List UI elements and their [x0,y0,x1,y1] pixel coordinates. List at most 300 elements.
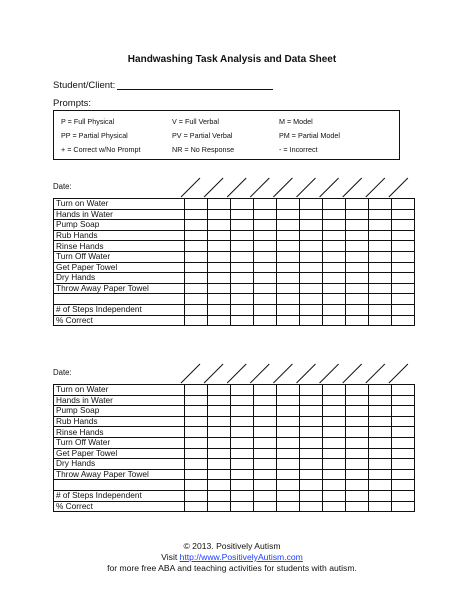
data-cell[interactable] [369,459,392,470]
data-cell[interactable] [185,395,208,406]
data-cell[interactable] [254,241,277,252]
data-cell[interactable] [369,416,392,427]
data-cell[interactable] [392,262,415,273]
data-cell[interactable] [254,251,277,262]
date-slant-line[interactable] [227,178,246,197]
step-label: Throw Away Paper Towel [54,283,185,294]
data-cell[interactable] [231,501,254,512]
data-cell[interactable] [185,304,208,315]
data-cell[interactable] [346,230,369,241]
data-cell[interactable] [254,315,277,326]
data-cell[interactable] [208,437,231,448]
data-cell[interactable] [392,480,415,491]
data-cell[interactable] [346,437,369,448]
data-cell[interactable] [277,230,300,241]
data-cell[interactable] [346,416,369,427]
data-cell[interactable] [346,304,369,315]
data-cell[interactable] [277,294,300,305]
data-cell[interactable] [369,241,392,252]
data-cell[interactable] [300,304,323,315]
data-cell[interactable] [277,220,300,231]
data-cell[interactable] [300,199,323,210]
data-cell[interactable] [208,469,231,480]
data-cell[interactable] [277,416,300,427]
step-label: # of Steps Independent [54,490,185,501]
data-cell[interactable] [323,273,346,284]
data-cell[interactable] [392,437,415,448]
data-cell[interactable] [300,427,323,438]
data-cell[interactable] [369,199,392,210]
data-cell[interactable] [300,459,323,470]
data-cell[interactable] [185,501,208,512]
data-cell[interactable] [254,395,277,406]
table-row [54,459,415,470]
step-label: Dry Hands [54,273,185,284]
data-cell[interactable] [346,209,369,220]
data-cell[interactable] [346,294,369,305]
data-cell[interactable] [254,469,277,480]
step-label: Rinse Hands [54,427,185,438]
data-cell[interactable] [254,230,277,241]
date-header-slants-2 [180,362,414,384]
data-cell[interactable] [208,480,231,491]
data-cell[interactable] [392,209,415,220]
data-cell[interactable] [231,283,254,294]
student-client-field[interactable] [117,89,273,90]
data-cell[interactable] [231,230,254,241]
prompts-label: Prompts: [53,98,92,109]
data-cell[interactable] [346,469,369,480]
data-cell[interactable] [369,395,392,406]
data-cell[interactable] [277,501,300,512]
data-cell[interactable] [185,251,208,262]
table-row [54,230,415,241]
data-cell[interactable] [208,427,231,438]
table-row [54,283,415,294]
data-cell[interactable] [323,416,346,427]
data-cell[interactable] [346,273,369,284]
data-cell[interactable] [254,199,277,210]
data-cell[interactable] [231,273,254,284]
data-cell[interactable] [231,385,254,396]
data-cell[interactable] [277,395,300,406]
data-cell[interactable] [392,241,415,252]
data-cell[interactable] [277,315,300,326]
data-cell[interactable] [346,315,369,326]
data-cell[interactable] [346,395,369,406]
data-cell[interactable] [254,385,277,396]
date-slant-line[interactable] [297,364,316,383]
data-cell[interactable] [346,427,369,438]
step-label: Rub Hands [54,416,185,427]
data-cell[interactable] [277,273,300,284]
data-cell[interactable] [392,427,415,438]
data-cell[interactable] [323,199,346,210]
step-label: Throw Away Paper Towel [54,469,185,480]
data-cell[interactable] [346,448,369,459]
data-cell[interactable] [369,469,392,480]
data-cell[interactable] [254,220,277,231]
data-cell[interactable] [185,241,208,252]
date-slant-line[interactable] [181,178,200,197]
data-cell[interactable] [231,480,254,491]
data-cell[interactable] [231,395,254,406]
step-label: Rub Hands [54,230,185,241]
data-cell[interactable] [254,209,277,220]
date-slant-line[interactable] [204,178,223,197]
data-cell[interactable] [369,220,392,231]
date-label-1: Date: [53,182,72,191]
data-cell[interactable] [208,406,231,417]
data-cell[interactable] [346,199,369,210]
data-cell[interactable] [254,262,277,273]
data-cell[interactable] [254,406,277,417]
date-slant-line[interactable] [250,178,269,197]
data-cell[interactable] [208,199,231,210]
date-slant-line[interactable] [250,364,269,383]
data-cell[interactable] [323,406,346,417]
data-cell[interactable] [300,448,323,459]
data-cell[interactable] [323,448,346,459]
data-cell[interactable] [185,273,208,284]
step-label: Pump Soap [54,220,185,231]
data-cell[interactable] [185,315,208,326]
data-cell[interactable] [392,490,415,501]
data-cell[interactable] [231,459,254,470]
data-cell[interactable] [300,251,323,262]
data-cell[interactable] [208,416,231,427]
data-cell[interactable] [323,262,346,273]
data-cell[interactable] [277,427,300,438]
data-cell[interactable] [323,220,346,231]
date-slant-line[interactable] [389,364,408,383]
data-cell[interactable] [300,406,323,417]
data-cell[interactable] [208,304,231,315]
data-cell[interactable] [254,490,277,501]
data-cell[interactable] [346,283,369,294]
data-cell[interactable] [323,501,346,512]
data-cell[interactable] [300,437,323,448]
data-cell[interactable] [185,406,208,417]
date-slant-line[interactable] [366,178,385,197]
data-cell[interactable] [277,251,300,262]
data-cell[interactable] [185,469,208,480]
data-cell[interactable] [323,251,346,262]
data-cell[interactable] [346,241,369,252]
data-cell[interactable] [300,490,323,501]
data-cell[interactable] [300,230,323,241]
footer-visit-prefix: Visit [161,552,180,562]
data-cell[interactable] [300,501,323,512]
data-cell[interactable] [369,209,392,220]
data-cell[interactable] [254,294,277,305]
data-cell[interactable] [277,304,300,315]
data-cell[interactable] [185,230,208,241]
data-cell[interactable] [231,294,254,305]
data-cell[interactable] [300,241,323,252]
data-grid-1 [53,198,415,326]
date-slant-line[interactable] [343,364,362,383]
table-row [54,385,415,396]
data-cell[interactable] [208,283,231,294]
data-cell[interactable] [323,209,346,220]
data-cell[interactable] [323,315,346,326]
data-cell[interactable] [369,283,392,294]
data-cell[interactable] [231,199,254,210]
date-label-2: Date: [53,368,72,377]
data-cell[interactable] [185,480,208,491]
data-cell[interactable] [392,469,415,480]
data-cell[interactable] [208,262,231,273]
data-cell[interactable] [392,395,415,406]
date-slant-line[interactable] [320,178,339,197]
data-cell[interactable] [369,437,392,448]
data-cell[interactable] [277,459,300,470]
data-cell[interactable] [300,385,323,396]
data-cell[interactable] [185,283,208,294]
data-cell[interactable] [231,251,254,262]
data-cell[interactable] [392,459,415,470]
data-grid-2 [53,384,415,512]
data-cell[interactable] [277,448,300,459]
date-slant-line[interactable] [389,178,408,197]
footer-visit [0,552,464,563]
data-cell[interactable] [346,501,369,512]
data-cell[interactable] [392,273,415,284]
data-cell[interactable] [231,262,254,273]
date-slant-line[interactable] [320,364,339,383]
data-cell[interactable] [323,294,346,305]
data-cell[interactable] [323,230,346,241]
data-cell[interactable] [277,469,300,480]
data-cell[interactable] [208,273,231,284]
date-slant-line[interactable] [366,364,385,383]
data-cell[interactable] [208,241,231,252]
data-cell[interactable] [300,480,323,491]
data-cell[interactable] [346,459,369,470]
data-cell[interactable] [185,459,208,470]
data-cell[interactable] [300,469,323,480]
step-label: Hands in Water [54,209,185,220]
data-cell[interactable] [254,480,277,491]
data-cell[interactable] [392,385,415,396]
table-row [54,304,415,315]
data-cell[interactable] [185,490,208,501]
data-cell[interactable] [300,273,323,284]
data-cell[interactable] [231,241,254,252]
data-cell[interactable] [323,427,346,438]
data-cell[interactable] [323,241,346,252]
data-cell[interactable] [392,251,415,262]
step-label: Turn Off Water [54,251,185,262]
data-cell[interactable] [231,427,254,438]
data-cell[interactable] [369,501,392,512]
data-cell[interactable] [208,385,231,396]
data-cell[interactable] [254,416,277,427]
data-cell[interactable] [231,304,254,315]
data-cell[interactable] [323,437,346,448]
data-cell[interactable] [254,283,277,294]
data-cell[interactable] [369,251,392,262]
data-cell[interactable] [346,220,369,231]
data-cell[interactable] [208,501,231,512]
date-slant-line[interactable] [227,364,246,383]
data-cell[interactable] [369,262,392,273]
data-cell[interactable] [392,283,415,294]
data-cell[interactable] [231,448,254,459]
data-cell[interactable] [208,459,231,470]
data-cell[interactable] [254,448,277,459]
data-cell[interactable] [300,262,323,273]
data-cell[interactable] [323,490,346,501]
data-cell[interactable] [369,406,392,417]
data-cell[interactable] [254,304,277,315]
data-cell[interactable] [392,199,415,210]
data-cell[interactable] [231,209,254,220]
data-cell[interactable] [277,437,300,448]
data-cell[interactable] [300,294,323,305]
date-slant-line[interactable] [297,178,316,197]
data-cell[interactable] [323,304,346,315]
data-cell[interactable] [208,209,231,220]
data-cell[interactable] [254,273,277,284]
date-slant-line[interactable] [204,364,223,383]
table-row [54,273,415,284]
data-cell[interactable] [231,437,254,448]
step-label: % Correct [54,315,185,326]
data-cell[interactable] [277,262,300,273]
data-cell[interactable] [185,385,208,396]
data-cell[interactable] [300,283,323,294]
data-cell[interactable] [231,416,254,427]
step-label: Turn on Water [54,385,185,396]
data-cell[interactable] [208,490,231,501]
data-cell[interactable] [300,416,323,427]
data-cell[interactable] [369,427,392,438]
data-cell[interactable] [231,490,254,501]
data-cell[interactable] [300,395,323,406]
data-cell[interactable] [392,230,415,241]
data-cell[interactable] [277,209,300,220]
data-cell[interactable] [369,230,392,241]
data-cell[interactable] [369,385,392,396]
data-cell[interactable] [392,406,415,417]
data-cell[interactable] [208,251,231,262]
data-cell[interactable] [346,406,369,417]
website-link[interactable]: http://www.PositivelyAutism.com [179,552,303,562]
data-cell[interactable] [346,251,369,262]
table-row [54,448,415,459]
table-row [54,490,415,501]
data-cell[interactable] [208,315,231,326]
data-cell[interactable] [392,315,415,326]
data-cell[interactable] [392,501,415,512]
data-cell[interactable] [346,480,369,491]
data-cell[interactable] [300,209,323,220]
data-cell[interactable] [323,480,346,491]
date-slant-line[interactable] [343,178,362,197]
data-cell[interactable] [208,395,231,406]
data-cell[interactable] [323,283,346,294]
data-cell[interactable] [231,406,254,417]
data-cell[interactable] [369,490,392,501]
data-cell[interactable] [346,385,369,396]
data-cell[interactable] [369,294,392,305]
data-cell[interactable] [185,294,208,305]
data-cell[interactable] [323,385,346,396]
data-cell[interactable] [369,315,392,326]
data-cell[interactable] [392,416,415,427]
data-cell[interactable] [369,480,392,491]
data-cell[interactable] [323,395,346,406]
data-cell[interactable] [277,199,300,210]
data-cell[interactable] [300,315,323,326]
date-slant-line[interactable] [273,178,292,197]
data-cell[interactable] [254,459,277,470]
data-cell[interactable] [277,490,300,501]
data-cell[interactable] [185,448,208,459]
data-cell[interactable] [392,220,415,231]
data-cell[interactable] [277,406,300,417]
data-cell[interactable] [300,220,323,231]
date-slant-line[interactable] [273,364,292,383]
data-cell[interactable] [277,385,300,396]
data-cell[interactable] [277,283,300,294]
data-cell[interactable] [254,427,277,438]
data-cell[interactable] [369,448,392,459]
data-cell[interactable] [185,220,208,231]
data-cell[interactable] [208,220,231,231]
data-cell[interactable] [346,490,369,501]
data-cell[interactable] [231,220,254,231]
data-cell[interactable] [392,304,415,315]
step-label: Hands in Water [54,395,185,406]
legend-no-response: NR = No Response [172,145,235,154]
table-row [54,437,415,448]
table-row [54,416,415,427]
data-cell[interactable] [277,480,300,491]
data-cell[interactable] [185,427,208,438]
step-label: Rinse Hands [54,241,185,252]
data-cell[interactable] [323,459,346,470]
data-cell[interactable] [254,501,277,512]
data-cell[interactable] [231,469,254,480]
data-cell[interactable] [369,273,392,284]
data-cell[interactable] [208,448,231,459]
table-row [54,294,415,305]
data-cell[interactable] [254,437,277,448]
data-cell[interactable] [185,437,208,448]
date-slant-line[interactable] [181,364,200,383]
step-label: % Correct [54,501,185,512]
data-cell[interactable] [323,469,346,480]
data-cell[interactable] [231,315,254,326]
data-cell[interactable] [185,209,208,220]
data-cell[interactable] [277,241,300,252]
legend-model: M = Model [279,117,313,126]
data-cell[interactable] [392,448,415,459]
data-cell[interactable] [208,230,231,241]
table-row [54,315,415,326]
data-cell[interactable] [369,304,392,315]
data-cell[interactable] [185,262,208,273]
data-cell[interactable] [185,416,208,427]
data-cell[interactable] [208,294,231,305]
legend-partial-model: PM = Partial Model [279,131,340,140]
data-cell[interactable] [392,294,415,305]
data-cell[interactable] [346,262,369,273]
data-cell[interactable] [185,199,208,210]
